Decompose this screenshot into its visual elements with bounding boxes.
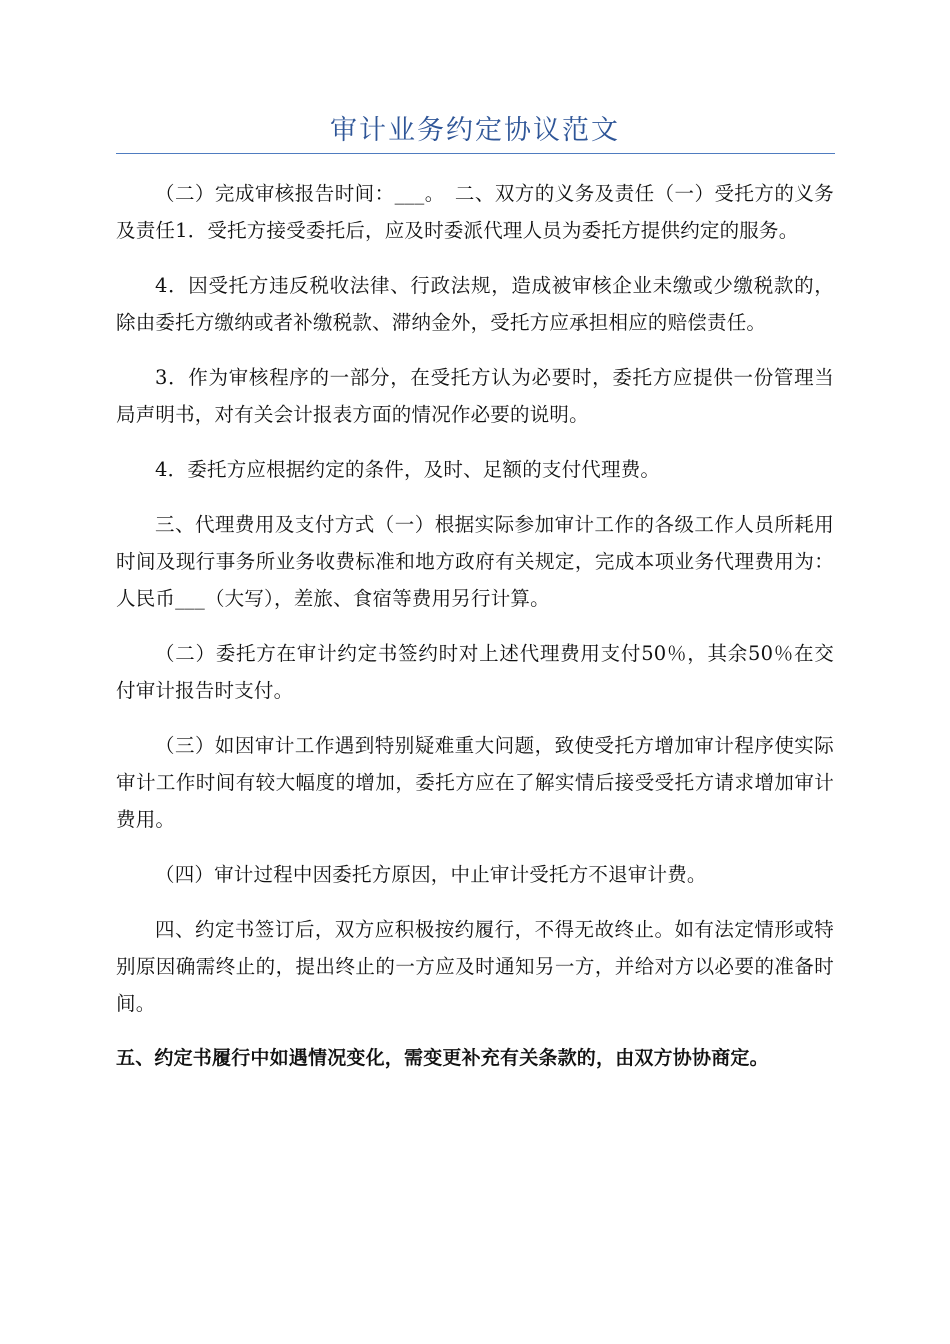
paragraph-2: 4．因受托方违反税收法律、行政法规，造成被审核企业未缴或少缴税款的，除由委托方缴纳或者补缴税款、滞纳金外，受托方应承担相应的赔偿责任。 <box>116 274 834 334</box>
paragraph-6: （二）委托方在审计约定书签约时对上述代理费用支付50％，其余50％在交付审计报告时支付。 <box>116 642 834 702</box>
page-title: 审计业务约定协议范文 <box>330 115 620 146</box>
paragraph-8: （四）审计过程中因委托方原因，中止审计受托方不退审计费。 <box>155 863 707 886</box>
paragraph-3: 3．作为审核程序的一部分，在受托方认为必要时，委托方应提供一份管理当局声明书，对有关会计报表方面的情况作必要的说明。 <box>116 366 834 426</box>
document-body <box>116 175 834 1095</box>
paragraph-5: 三、代理费用及支付方式（一）根据实际参加审计工作的各级工作人员所耗用时间及现行事务所业务收费标准和地方政府有关规定，完成本项业务代理费用为：人民币___（大写），差旅、食宿等费用另行计算。 <box>116 513 834 610</box>
paragraph-7: （三）如因审计工作遇到特别疑难重大问题，致使受托方增加审计程序使实际审计工作时间有较大幅度的增加，委托方应在了解实情后接受受托方请求增加审计费用。 <box>116 734 834 831</box>
title-underline <box>116 153 835 154</box>
paragraph-4: 4．委托方应根据约定的条件，及时、足额的支付代理费。 <box>155 458 661 481</box>
paragraph-9: 四、约定书签订后，双方应积极按约履行，不得无故终止。如有法定情形或特别原因确需终止的，提出终止的一方应及时通知另一方，并给对方以必要的准备时间。 <box>116 918 834 1015</box>
paragraph-1: （二）完成审核报告时间：___。 二、双方的义务及责任（一）受托方的义务及责任1．受托方接受委托后，应及时委派代理人员为委托方提供约定的服务。 <box>116 182 834 242</box>
paragraph-10-bold: 五、约定书履行中如遇情况变化，需变更补充有关条款的，由双方协协商定。 <box>116 1047 769 1069</box>
